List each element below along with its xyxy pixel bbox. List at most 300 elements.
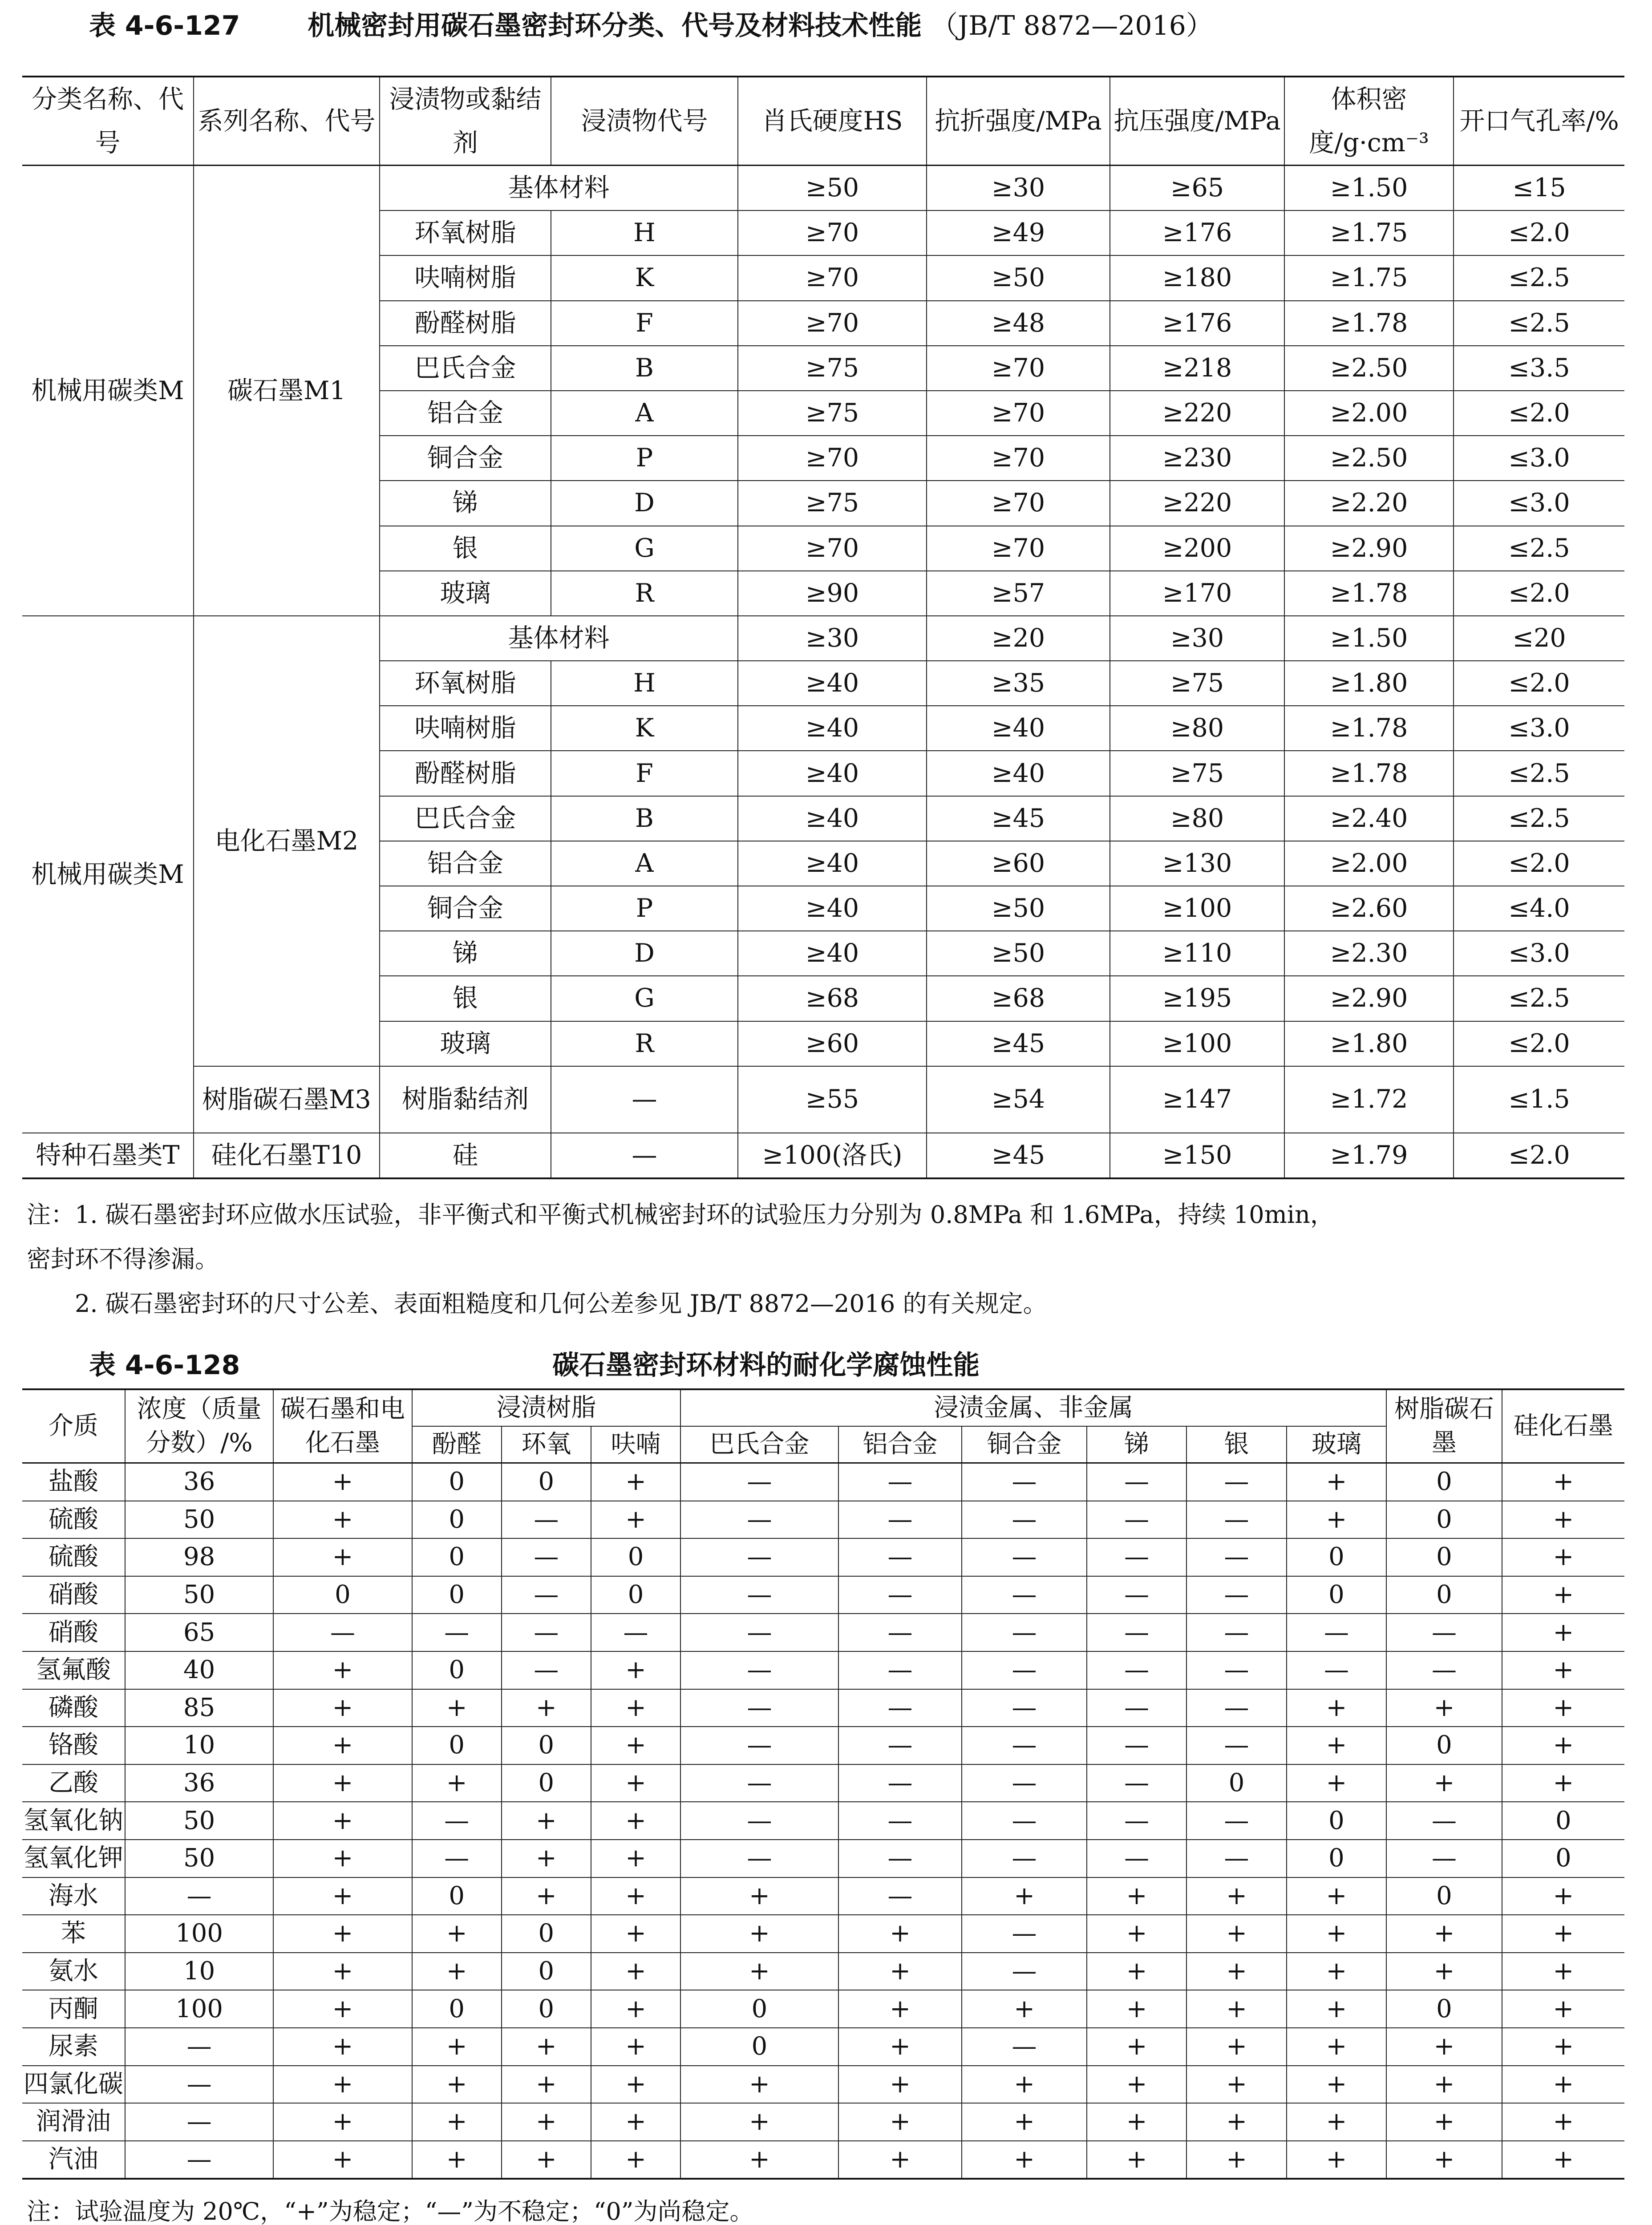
table2-rating-cell: — [962, 1953, 1087, 1990]
table2-rating-cell: 0 [1386, 1990, 1502, 2028]
table2-rating-cell: — [1087, 1764, 1186, 1802]
table2-rating-cell: + [502, 1689, 591, 1727]
table2-rating-cell: — [1186, 1614, 1286, 1651]
table2-rating-cell: + [591, 1764, 680, 1802]
table2-rating-cell: + [838, 2028, 962, 2066]
table2-rating-cell: — [962, 2028, 1087, 2066]
table2-rating-cell: + [1087, 1877, 1186, 1915]
table2-rating-cell: + [1287, 1727, 1386, 1764]
table2-rating-cell: — [838, 1802, 962, 1840]
table2-header-cell: 介质 [22, 1389, 125, 1463]
table2-rating-cell: + [591, 1689, 680, 1727]
table2-concentration-cell: 10 [125, 1953, 274, 1990]
table2-rating-cell: 0 [1386, 1576, 1502, 1614]
table2-concentration-cell: 50 [125, 1501, 274, 1539]
table1-value-cell: ≥2.20 [1284, 481, 1454, 526]
table1-value-cell: ≥55 [738, 1066, 927, 1133]
table2-row [22, 2028, 1624, 2066]
table1-value-cell: ≥2.30 [1284, 931, 1454, 976]
table2-rating-cell: + [1502, 2066, 1624, 2104]
table2-rating-cell: + [1386, 2028, 1502, 2066]
table2-rating-cell: + [412, 2141, 502, 2179]
table2-rating-cell: 0 [1386, 1877, 1502, 1915]
table2-rating-cell: 0 [1287, 1802, 1386, 1840]
table1-code-cell: B [551, 796, 738, 841]
table1-value-cell: ≥70 [927, 346, 1110, 391]
table2-row [22, 2066, 1624, 2104]
table1-value-cell: ≥147 [1110, 1066, 1284, 1133]
table2-rating-cell: — [1186, 1501, 1286, 1539]
table2-rating-cell: + [273, 1953, 412, 1990]
table1-value-cell: ≥45 [927, 796, 1110, 841]
table1-code-cell: K [551, 255, 738, 300]
table1-value-cell: ≥60 [738, 1021, 927, 1066]
table1-value-cell: ≥40 [738, 661, 927, 706]
table2-row [22, 1689, 1624, 1727]
table2-rating-cell: 0 [502, 1463, 591, 1501]
table1-impregnant-cell: 锑 [380, 481, 551, 526]
table2-rating-cell: + [591, 1915, 680, 1953]
table2-rating-cell: + [838, 2103, 962, 2141]
table1-value-cell: ≤3.0 [1454, 481, 1624, 526]
table2-rating-cell: + [1186, 1990, 1286, 2028]
table2-header-cell: 锑 [1087, 1426, 1186, 1463]
table1-value-cell: ≥220 [1110, 481, 1284, 526]
table1-value-cell: ≥1.78 [1284, 706, 1454, 751]
table1-value-cell: ≥200 [1110, 526, 1284, 571]
table2-concentration-cell: 10 [125, 1727, 274, 1764]
table1-note1-line2: 密封环不得渗漏。 [27, 1245, 219, 1273]
table2-rating-cell: — [680, 1576, 838, 1614]
table2-rating-cell: + [838, 1990, 962, 2028]
table2-concentration-cell: 100 [125, 1915, 274, 1953]
table1-value-cell: ≤1.5 [1454, 1066, 1624, 1133]
table2-rating-cell: — [680, 1764, 838, 1802]
table2-concentration-cell: 36 [125, 1764, 274, 1802]
table2-medium-cell: 氨水 [22, 1953, 125, 1990]
table2-rating-cell: + [502, 2103, 591, 2141]
table1-value-cell: ≥40 [927, 751, 1110, 796]
table2-number: 表 4-6-128 [89, 1350, 240, 1381]
table1-value-cell: ≤20 [1454, 616, 1624, 661]
table1-value-cell: ≥110 [1110, 931, 1284, 976]
table2-rating-cell: + [412, 1953, 502, 1990]
table2-rating-cell: + [1386, 1689, 1502, 1727]
table1-value-cell: ≥65 [1110, 166, 1284, 211]
table2-header-cell: 巴氏合金 [680, 1426, 838, 1463]
table2-rating-cell: + [591, 2066, 680, 2104]
table1-value-cell: ≥75 [738, 481, 927, 526]
table1-value-cell: ≤3.5 [1454, 346, 1624, 391]
table2-rating-cell: + [273, 2028, 412, 2066]
table2-rating-cell: + [1287, 2103, 1386, 2141]
table2-medium-cell: 海水 [22, 1877, 125, 1915]
table2-rating-cell: — [1087, 1651, 1186, 1689]
table2-rating-cell: — [1087, 1501, 1186, 1539]
table1-impregnant-cell: 玻璃 [380, 1021, 551, 1066]
table2-rating-cell: — [1287, 1651, 1386, 1689]
table1-value-cell: ≥57 [927, 571, 1110, 616]
table1-value-cell: ≥2.50 [1284, 436, 1454, 481]
table2-rating-cell: + [1502, 1727, 1624, 1764]
table1-value-cell: ≥40 [738, 931, 927, 976]
table2-rating-cell: + [273, 1840, 412, 1877]
table1-value-cell: ≥2.60 [1284, 886, 1454, 931]
table2-header-cell: 浸渍树脂 [412, 1389, 681, 1426]
table2-row [22, 1651, 1624, 1689]
table2-rating-cell: + [591, 2103, 680, 2141]
table1-value-cell: ≥170 [1110, 571, 1284, 616]
table2-rating-cell: + [1287, 1990, 1386, 2028]
table1-row [22, 166, 1624, 211]
table1-value-cell: ≥40 [738, 796, 927, 841]
table1-value-cell: ≥30 [738, 616, 927, 661]
table2-medium-cell: 氢氟酸 [22, 1651, 125, 1689]
table1-number: 表 4-6-127 [89, 10, 240, 41]
table2-rating-cell: + [273, 2103, 412, 2141]
table2-rating-cell: + [962, 2103, 1087, 2141]
table2-medium-cell: 硝酸 [22, 1614, 125, 1651]
table1-value-cell: ≥2.00 [1284, 391, 1454, 436]
table2-rating-cell: + [273, 1463, 412, 1501]
table2-header-cell: 酚醛 [412, 1426, 502, 1463]
table2-row [22, 1953, 1624, 1990]
table2-rating-cell: 0 [412, 1501, 502, 1539]
table2-rating-cell: 0 [1287, 1538, 1386, 1576]
table2-header-cell: 浓度（质量分数）/% [125, 1389, 274, 1463]
table2-rating-cell: + [502, 1840, 591, 1877]
table2-rating-cell: + [1386, 2066, 1502, 2104]
table1-value-cell: ≥1.75 [1284, 255, 1454, 300]
table2-rating-cell: + [1287, 2028, 1386, 2066]
table2-rating-cell: — [591, 1614, 680, 1651]
table1-code-cell: H [551, 661, 738, 706]
table1-impregnant-cell: 玻璃 [380, 571, 551, 616]
table2-rating-cell: + [1186, 1915, 1286, 1953]
table2-medium-cell: 乙酸 [22, 1764, 125, 1802]
table2-rating-cell: + [412, 2066, 502, 2104]
table2-rating-cell: — [1087, 1802, 1186, 1840]
table2-header-cell: 碳石墨和电化石墨 [273, 1389, 412, 1463]
table2-rating-cell: — [502, 1501, 591, 1539]
table1-value-cell: ≤3.0 [1454, 706, 1624, 751]
table2-rating-cell: — [962, 1764, 1087, 1802]
table1-value-cell: ≥90 [738, 571, 927, 616]
table2-concentration-cell: 65 [125, 1614, 274, 1651]
table1-value-cell: ≥40 [738, 841, 927, 886]
table2-rating-cell: — [962, 1915, 1087, 1953]
table2-rating-cell: + [273, 1764, 412, 1802]
table1-value-cell: ≥49 [927, 210, 1110, 255]
table2-rating-cell: + [273, 1501, 412, 1539]
table2-rating-cell: 0 [1386, 1463, 1502, 1501]
table1-category-cell: 特种石墨类T [22, 1133, 194, 1178]
table1-value-cell: ≥80 [1110, 706, 1284, 751]
table2-rating-cell: + [591, 2028, 680, 2066]
table2-rating-cell: + [1287, 1764, 1386, 1802]
table1-value-cell: ≥1.50 [1284, 616, 1454, 661]
table1-value-cell: ≥180 [1110, 255, 1284, 300]
table1-series-cell: 硅化石墨T10 [194, 1133, 380, 1178]
table2-rating-cell: + [591, 1501, 680, 1539]
table2-rating-cell: + [1386, 2103, 1502, 2141]
table2-rating-cell: 0 [502, 1915, 591, 1953]
table2-rating-cell: + [838, 2066, 962, 2104]
table1-value-cell: ≥70 [927, 391, 1110, 436]
table1-series-cell: 电化石墨M2 [194, 616, 380, 1066]
table2-rating-cell: — [1386, 1651, 1502, 1689]
table2-rating-cell: — [838, 1727, 962, 1764]
table2-rating-cell: + [838, 2141, 962, 2179]
table2-header-cell: 铝合金 [838, 1426, 962, 1463]
table2-rating-cell: 0 [1386, 1501, 1502, 1539]
table2-row [22, 1840, 1624, 1877]
table1-value-cell: ≥70 [738, 255, 927, 300]
table2-row [22, 2103, 1624, 2141]
table1-value-cell: ≥68 [738, 976, 927, 1021]
table2-header-cell: 呋喃 [591, 1426, 680, 1463]
table1-value-cell: ≥195 [1110, 976, 1284, 1021]
table2-medium-cell: 氢氧化钾 [22, 1840, 125, 1877]
table2-rating-cell: — [1087, 1727, 1186, 1764]
table1-value-cell: ≥1.72 [1284, 1066, 1454, 1133]
table1-value-cell: ≤15 [1454, 166, 1624, 211]
table1-value-cell: ≥54 [927, 1066, 1110, 1133]
table2-rating-cell: — [680, 1614, 838, 1651]
table1-value-cell: ≤2.0 [1454, 1021, 1624, 1066]
table2-rating-cell: + [1502, 1689, 1624, 1727]
table1-code-cell: R [551, 1021, 738, 1066]
table2-rating-cell: + [1502, 1764, 1624, 1802]
table2-medium-cell: 氢氧化钠 [22, 1802, 125, 1840]
table2-rating-cell: — [680, 1463, 838, 1501]
table1-code-cell: G [551, 526, 738, 571]
table2-rating-cell: — [680, 1651, 838, 1689]
table2-row [22, 1463, 1624, 1501]
table1-value-cell: ≤2.0 [1454, 661, 1624, 706]
table2-rating-cell: — [680, 1727, 838, 1764]
table1-value-cell: ≥50 [927, 255, 1110, 300]
table2-rating-cell: 0 [412, 1877, 502, 1915]
table2-rating-cell: 0 [502, 1990, 591, 2028]
table1-value-cell: ≥40 [738, 751, 927, 796]
table2-rating-cell: + [838, 1953, 962, 1990]
table2-rating-cell: — [838, 1651, 962, 1689]
table2-rating-cell: + [1502, 2141, 1624, 2179]
table2-rating-cell: 0 [1386, 1538, 1502, 1576]
table2-rating-cell: — [412, 1802, 502, 1840]
table2-rating-cell: — [502, 1538, 591, 1576]
table1-value-cell: ≤2.5 [1454, 976, 1624, 1021]
table2-header-cell: 银 [1186, 1426, 1286, 1463]
table2-rating-cell: — [838, 1614, 962, 1651]
table2-header-cell: 树脂碳石墨 [1386, 1389, 1502, 1463]
table2-rating-cell: — [962, 1538, 1087, 1576]
table2-rating-cell: 0 [1186, 1764, 1286, 1802]
table2-rating-cell: + [1287, 1689, 1386, 1727]
table2-rating-cell: + [273, 2066, 412, 2104]
table2-rating-cell: 0 [412, 1651, 502, 1689]
table1-impregnant-cell: 巴氏合金 [380, 346, 551, 391]
table1-code-cell: D [551, 931, 738, 976]
table2-rating-cell: + [1502, 1651, 1624, 1689]
table2-rating-cell: + [1502, 1501, 1624, 1539]
table2-rating-cell: + [1087, 2103, 1186, 2141]
table2-rating-cell: + [591, 1990, 680, 2028]
table1-value-cell: ≥2.40 [1284, 796, 1454, 841]
table2-rating-cell: 0 [1502, 1802, 1624, 1840]
table2-rating-cell: 0 [412, 1463, 502, 1501]
table2-rating-cell: + [273, 2141, 412, 2179]
table1-row [22, 616, 1624, 661]
table2-corrosion-resistance [22, 1388, 1624, 2180]
table1-value-cell: ≥130 [1110, 841, 1284, 886]
table2-rating-cell: — [838, 1840, 962, 1877]
table1-impregnant-cell: 银 [380, 526, 551, 571]
table1-value-cell: ≥70 [738, 436, 927, 481]
table2-rating-cell: + [1186, 2141, 1286, 2179]
table1-code-cell: — [551, 1066, 738, 1133]
table2-row [22, 1877, 1624, 1915]
table2-row [22, 1764, 1624, 1802]
table2-rating-cell: — [1386, 1840, 1502, 1877]
table2-rating-cell: — [1186, 1727, 1286, 1764]
table2-concentration-cell: 50 [125, 1576, 274, 1614]
table2-rating-cell: + [962, 2141, 1087, 2179]
table1-value-cell: ≥50 [927, 886, 1110, 931]
table1-value-cell: ≥2.90 [1284, 976, 1454, 1021]
table2-rating-cell: 0 [412, 1576, 502, 1614]
table2-medium-cell: 硫酸 [22, 1501, 125, 1539]
table1-value-cell: ≥70 [738, 301, 927, 346]
table1-code-cell: P [551, 436, 738, 481]
table2-header-cell: 玻璃 [1287, 1426, 1386, 1463]
table2-rating-cell: + [273, 1651, 412, 1689]
table2-rating-cell: 0 [591, 1576, 680, 1614]
table2-rating-cell: + [1502, 1614, 1624, 1651]
table2-rating-cell: — [1186, 1576, 1286, 1614]
table2-rating-cell: + [1087, 2141, 1186, 2179]
table2-row [22, 1538, 1624, 1576]
table1-header-cell: 浸渍物代号 [551, 77, 738, 166]
table2-rating-cell: + [1386, 1764, 1502, 1802]
table1-value-cell: ≥70 [927, 436, 1110, 481]
table2-concentration-cell: 50 [125, 1802, 274, 1840]
table2-rating-cell: — [838, 1463, 962, 1501]
table2-rating-cell: — [1087, 1614, 1186, 1651]
table2-rating-cell: — [838, 1877, 962, 1915]
table1-value-cell: ≥40 [738, 706, 927, 751]
table1-value-cell: ≥30 [1110, 616, 1284, 661]
table1-impregnant-cell: 呋喃树脂 [380, 255, 551, 300]
table2-rating-cell: 0 [412, 1538, 502, 1576]
table2-concentration-cell: 40 [125, 1651, 274, 1689]
table1-value-cell: ≥20 [927, 616, 1110, 661]
table2-rating-cell: + [1087, 2066, 1186, 2104]
table2-concentration-cell: 98 [125, 1538, 274, 1576]
table2-rating-cell: + [273, 1877, 412, 1915]
table2-rating-cell: — [1087, 1463, 1186, 1501]
table2-title: 碳石墨密封环材料的耐化学腐蚀性能 [552, 1350, 980, 1381]
table2-rating-cell: + [502, 2141, 591, 2179]
table1-code-cell: G [551, 976, 738, 1021]
table2-rating-cell: + [502, 2028, 591, 2066]
table2-rating-cell: — [962, 1840, 1087, 1877]
table2-rating-cell: — [1087, 1538, 1186, 1576]
table1-value-cell: ≤2.0 [1454, 841, 1624, 886]
table2-medium-cell: 四氯化碳 [22, 2066, 125, 2104]
table2-rating-cell: — [680, 1840, 838, 1877]
table2-rating-cell: — [1386, 1802, 1502, 1840]
table1-value-cell: ≤3.0 [1454, 436, 1624, 481]
table1-row [22, 1133, 1624, 1178]
table2-rating-cell: — [680, 1538, 838, 1576]
table2-rating-cell: + [1087, 1990, 1186, 2028]
table2-rating-cell: — [412, 1840, 502, 1877]
table1-code-cell: P [551, 886, 738, 931]
table2-concentration-cell: — [125, 2066, 274, 2104]
table1-value-cell: ≥230 [1110, 436, 1284, 481]
table1-value-cell: ≤2.0 [1454, 571, 1624, 616]
table2-rating-cell: + [273, 1538, 412, 1576]
table1-code-cell: H [551, 210, 738, 255]
table1-value-cell: ≥68 [927, 976, 1110, 1021]
table2-rating-cell: + [962, 1877, 1087, 1915]
table2-rating-cell: — [1186, 1689, 1286, 1727]
table2-rating-cell: + [680, 1877, 838, 1915]
table1-value-cell: ≤2.5 [1454, 255, 1624, 300]
table1-header-row [22, 77, 1624, 166]
table2-concentration-cell: — [125, 2028, 274, 2066]
table2-rating-cell: + [680, 1915, 838, 1953]
table1-impregnant-cell: 巴氏合金 [380, 796, 551, 841]
table2-rating-cell: + [502, 1877, 591, 1915]
table1-value-cell: ≤2.0 [1454, 391, 1624, 436]
table1-impregnant-cell: 硅 [380, 1133, 551, 1178]
table2-rating-cell: — [1186, 1538, 1286, 1576]
table2-rating-cell: 0 [273, 1576, 412, 1614]
table2-rating-cell: + [412, 1915, 502, 1953]
table2-row [22, 1727, 1624, 1764]
table1-value-cell: ≥1.80 [1284, 661, 1454, 706]
table2-rating-cell: — [412, 1614, 502, 1651]
table2-rating-cell: + [502, 2066, 591, 2104]
table2-medium-cell: 尿素 [22, 2028, 125, 2066]
table2-rating-cell: + [838, 1915, 962, 1953]
table2-rating-cell: + [1386, 1915, 1502, 1953]
table2-rating-cell: 0 [680, 2028, 838, 2066]
table1-category-cell: 机械用碳类M [22, 616, 194, 1133]
table1-header-cell: 浸渍物或黏结剂 [380, 77, 551, 166]
table2-rating-cell: + [591, 1877, 680, 1915]
table1-impregnant-cell: 锑 [380, 931, 551, 976]
table2-medium-cell: 润滑油 [22, 2103, 125, 2141]
table2-row [22, 1990, 1624, 2028]
table1-impregnant-cell: 铜合金 [380, 886, 551, 931]
table1-header-cell: 体积密度/g·cm⁻³ [1284, 77, 1454, 166]
table2-rating-cell: + [1186, 1953, 1286, 1990]
table1-value-cell: ≥80 [1110, 796, 1284, 841]
table2-medium-cell: 苯 [22, 1915, 125, 1953]
table2-row [22, 2141, 1624, 2179]
table2-rating-cell: + [1287, 1463, 1386, 1501]
table1-value-cell: ≥100 [1110, 886, 1284, 931]
table2-rating-cell: — [838, 1764, 962, 1802]
table2-rating-cell: — [838, 1501, 962, 1539]
table2-rating-cell: 0 [1287, 1576, 1386, 1614]
table1-value-cell: ≤2.5 [1454, 751, 1624, 796]
table1-value-cell: ≥35 [927, 661, 1110, 706]
